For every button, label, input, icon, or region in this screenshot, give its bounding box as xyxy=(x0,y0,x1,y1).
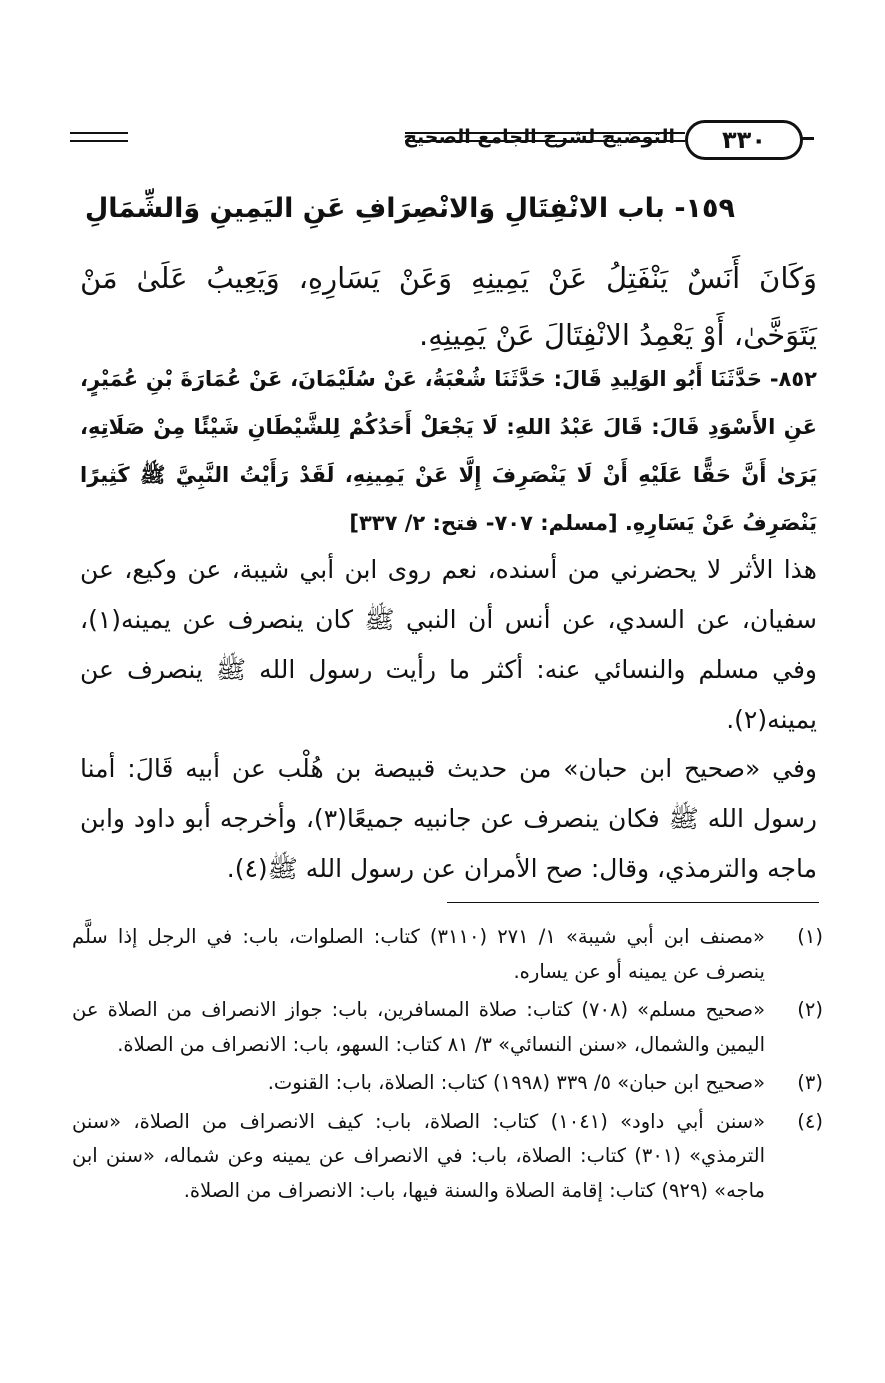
footnote-item xyxy=(72,993,823,1062)
header-rule-left-top xyxy=(70,132,128,134)
footnote-text: «صحيح ابن حبان» ٥/ ٣٣٩ (١٩٩٨) كتاب: الصلاة، باب: القنوت. xyxy=(267,1071,765,1094)
commentary-paragraph-2: وفي «صحيح ابن حبان» من حديث قبيصة بن هُلْب عن أبيه قَالَ: أمنا رسول الله ﷺ فكان ينصرف عن جانبيه جميعًا(٣)، وأخرجه أبو داود وابن ماجه والترمذي، وقال: صح الأمران عن رسول الله ﷺ(٤). xyxy=(80,754,817,883)
hadith-text: ٨٥٢- حَدَّثَنَا أَبُو الوَلِيدِ قَالَ: حَدَّثَنَا شُعْبَةُ، عَنْ سُلَيْمَانَ، عَنْ عُمَارَةَ بْنِ عُمَيْرٍ، عَنِ الأَسْوَدِ قَالَ: قَالَ عَبْدُ اللهِ: لَا يَجْعَلْ أَحَدُكُمْ لِلشَّيْطَانِ شَيْئًا مِنْ صَلَاتِهِ، يَرَىٰ أَنَّ حَقًّا عَلَيْهِ أَنْ لَا يَنْصَرِفَ إِلَّا عَنْ يَمِينِهِ، لَقَدْ رَأَيْتُ النَّبِيَّ ﷺ كَثِيرًا يَنْصَرِفُ عَنْ يَسَارِهِ. [مسلم: ٧٠٧- فتح: ٢/ ٣٣٧] xyxy=(80,367,817,535)
footnote-text: «مصنف ابن أبي شيبة» ١/ ٢٧١ (٣١١٠) كتاب: الصلوات، باب: في الرجل إذا سلَّم ينصرف عن يمينه أو عن يساره. xyxy=(72,925,765,983)
footnote-number: (٤) xyxy=(797,1109,823,1133)
running-title: التوضيح لشرح الجامع الصحيح xyxy=(403,126,675,148)
footnotes xyxy=(72,920,823,1212)
footnote-number: (٣) xyxy=(797,1071,823,1094)
chapter-heading: ١٥٩- باب الانْفِتَالِ وَالانْصِرَافِ عَنِ اليَمِينِ وَالشِّمَالِ xyxy=(84,193,735,224)
footnote-number: (١) xyxy=(797,925,823,948)
footnote-separator xyxy=(447,902,819,903)
page-number-ornament xyxy=(800,137,814,140)
footnote-item xyxy=(72,1066,823,1101)
footnote-item xyxy=(72,920,823,989)
chapter-verse-text: وَكَانَ أَنَسٌ يَنْفَتِلُ عَنْ يَمِينِهِ وَعَنْ يَسَارِهِ، وَيَعِيبُ عَلَىٰ مَنْ يَتَوَخَّىٰ، أَوْ يَعْمِدُ الانْفِتَالَ عَنْ يَمِينِهِ. xyxy=(80,261,817,352)
commentary-paragraph-1: هذا الأثر لا يحضرني من أسنده، نعم روى ابن أبي شيبة، عن وكيع، عن سفيان، عن السدي، عن أنس أن النبي ﷺ كان ينصرف عن يمينه(١)، وفي مسلم والنسائي عنه: أكثر ما رأيت رسول الله ﷺ ينصرف عن يمينه(٢). xyxy=(80,555,817,734)
page-header xyxy=(70,116,805,166)
footnote-text: «سنن أبي داود» (١٠٤١) كتاب: الصلاة، باب: كيف الانصراف من الصلاة، «سنن الترمذي» (٣٠١) كتاب: الصلاة، باب: في الانصراف عن يمينه وعن شماله، «سنن ابن ماجه» (٩٢٩) كتاب: إقامة الصلاة والسنة فيها، باب: الانصراف من الصلاة. xyxy=(72,1109,766,1202)
footnote-item xyxy=(72,1105,823,1209)
page-number: ٣٣٠ xyxy=(685,120,803,160)
footnote-number: (٢) xyxy=(797,998,823,1021)
header-rule-left-bottom xyxy=(70,140,128,142)
footnote-text: «صحيح مسلم» (٧٠٨) كتاب: صلاة المسافرين، باب: جواز الانصراف من الصلاة عن اليمين والشمال، «سنن النسائي» ٣/ ٨١ كتاب: السهو، باب: الانصراف من الصلاة. xyxy=(72,998,766,1056)
